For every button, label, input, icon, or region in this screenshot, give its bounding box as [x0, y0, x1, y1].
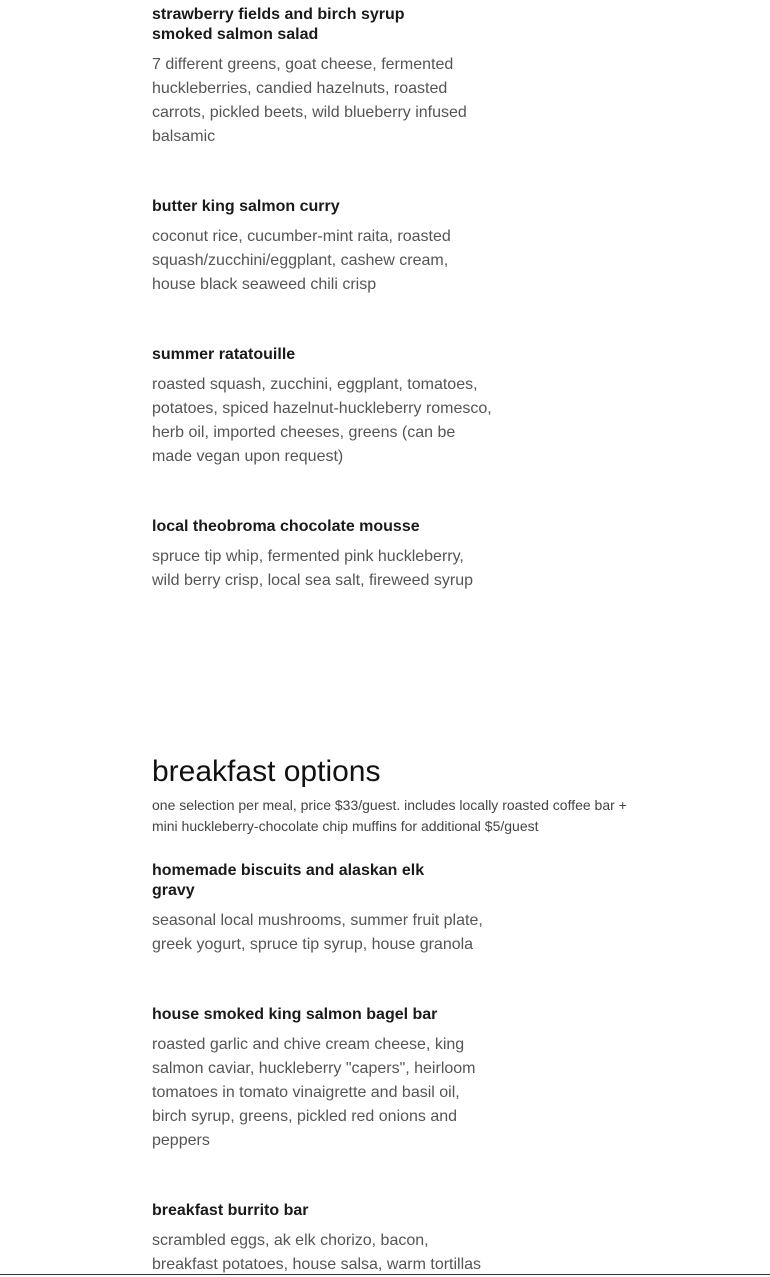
menu-item-title: breakfast burrito bar [152, 1202, 309, 1219]
menu-item-description: roasted garlic and chive cream cheese, king salmon caviar, huckleberry "capers", heirloom tomatoes in tomato vinaigrette and basil oil, birch syrup, greens, pickled red onions and peppers [152, 1036, 476, 1149]
menu-item-description: coconut rice, cucumber-mint raita, roasted squash/zucchini/eggplant, cashew cream, house black seaweed chili crisp [152, 228, 451, 293]
menu-item-description: roasted squash, zucchini, eggplant, tomatoes, potatoes, spiced hazelnut-huckleberry romesco, herb oil, imported cheeses, greens (can be made vegan upon request) [152, 376, 492, 465]
menu-item-title: homemade biscuits and alaskan elk gravy [152, 862, 425, 899]
menu-item-salmon-curry [152, 197, 492, 297]
menu-item-description: seasonal local mushrooms, summer fruit plate, greek yogurt, spruce tip syrup, house granola [152, 912, 483, 953]
menu-item-description: spruce tip whip, fermented pink huckleberry, wild berry crisp, local sea salt, fireweed syrup [152, 548, 474, 589]
breakfast-section-note: one selection per meal, price $33/guest. includes locally roasted coffee bar + mini huckleberry-chocolate chip muffins for additional $5/guest [152, 797, 627, 834]
menu-item-title: local theobroma chocolate mousse [152, 518, 420, 535]
menu-item-burrito-bar [152, 1201, 492, 1277]
breakfast-section-heading: breakfast options [152, 755, 381, 788]
menu-item-salmon-salad [152, 5, 492, 149]
menu-item-description: scrambled eggs, ak elk chorizo, bacon, breakfast potatoes, house salsa, warm tortillas [152, 1232, 482, 1273]
menu-item-ratatouille [152, 345, 492, 469]
menu-item-chocolate-mousse [152, 517, 492, 593]
menu-item-title: house smoked king salmon bagel bar [152, 1006, 438, 1023]
menu-item-description: 7 different greens, goat cheese, fermented huckleberries, candied hazelnuts, roasted carrots, pickled beets, wild blueberry infused balsamic [152, 56, 467, 145]
menu-item-title: summer ratatouille [152, 346, 296, 363]
menu-item-bagel-bar [152, 1005, 492, 1153]
menu-item-biscuits-gravy [152, 861, 492, 957]
menu-item-title: butter king salmon curry [152, 198, 340, 215]
menu-item-title: strawberry fields and birch syrup smoked salmon salad [152, 6, 405, 43]
